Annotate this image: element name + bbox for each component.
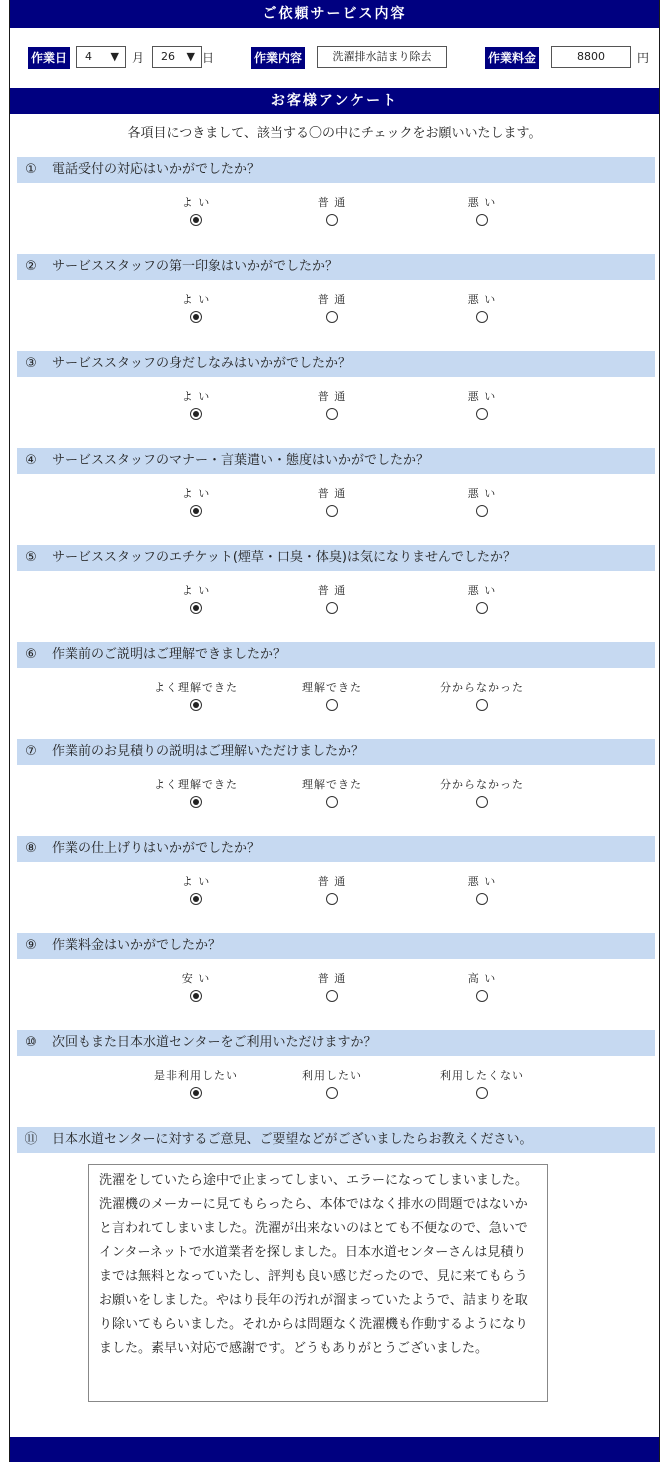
question-header <box>17 545 655 571</box>
answer-option[interactable] <box>136 680 256 715</box>
question-number: ① <box>25 162 37 177</box>
option-label: 分からなかった <box>440 778 524 791</box>
question-header <box>17 448 655 474</box>
option-label: 是非利用したい <box>154 1069 238 1082</box>
day-unit: 日 <box>202 51 215 65</box>
option-label: 悪 い <box>467 293 497 306</box>
answer-option[interactable] <box>272 195 392 230</box>
answer-option[interactable] <box>136 389 256 424</box>
question-text: サービススタッフの身だしなみはいかがでしたか？ <box>52 356 352 371</box>
radio-button[interactable] <box>326 311 338 323</box>
survey-question <box>17 254 655 306</box>
answer-option[interactable] <box>272 486 392 521</box>
fee-field[interactable]: 8800 <box>551 46 631 68</box>
option-label: よ い <box>181 584 211 597</box>
radio-button[interactable] <box>476 1087 488 1099</box>
answer-option[interactable] <box>272 389 392 424</box>
option-label: 悪 い <box>467 196 497 209</box>
question-text: 作業前のお見積りの説明はご理解いただけましたか？ <box>52 744 365 759</box>
option-label: 高 い <box>467 972 497 985</box>
day-value: 26 <box>161 50 175 63</box>
chevron-down-icon: ▼ <box>110 50 119 63</box>
option-label: 普 通 <box>317 487 347 500</box>
radio-button[interactable] <box>326 893 338 905</box>
fee-label: 作業料金 <box>485 47 539 69</box>
answer-option[interactable] <box>272 583 392 618</box>
radio-button[interactable] <box>326 214 338 226</box>
radio-button[interactable] <box>190 311 202 323</box>
radio-button[interactable] <box>476 893 488 905</box>
radio-button[interactable] <box>326 699 338 711</box>
radio-button[interactable] <box>476 990 488 1002</box>
option-label: 普 通 <box>317 584 347 597</box>
answer-option[interactable] <box>422 292 542 327</box>
answer-option[interactable] <box>272 777 392 812</box>
answer-option[interactable] <box>272 680 392 715</box>
option-label: 理解できた <box>302 681 362 694</box>
option-label: よ い <box>181 390 211 403</box>
option-label: 普 通 <box>317 196 347 209</box>
radio-button[interactable] <box>326 1087 338 1099</box>
radio-button[interactable] <box>190 505 202 517</box>
radio-button[interactable] <box>476 408 488 420</box>
option-label: 安 い <box>181 972 211 985</box>
answer-option[interactable] <box>422 874 542 909</box>
question-number: ⑨ <box>25 938 37 953</box>
question-header <box>17 351 655 377</box>
chevron-down-icon: ▼ <box>186 50 195 63</box>
fee-unit: 円 <box>637 51 650 65</box>
comment-question <box>17 1127 655 1153</box>
answer-option[interactable] <box>136 1068 256 1103</box>
comment-textarea[interactable]: 洗濯をしていたら途中で止まってしまい、エラーになってしまいました。洗濯機のメーカーに見てもらったら、本体ではなく排水の問題ではないかと言われてしまいました。洗濯が出来ないのはとても不便なので、急いでインターネットで水道業者を探しました。日本水道センターさんは見積りまでは無料となっていたし、評判も良い感じだったので、見に来てもらうお願いをしました。やはり長年の汚れが溜まっていたようで、詰まりを取り除いてもらいました。それからは問題なく洗濯機も作動するようになりました。素早い対応で感謝です。どうもありがとうございました。 <box>88 1164 548 1402</box>
answer-option[interactable] <box>422 389 542 424</box>
radio-button[interactable] <box>190 214 202 226</box>
question-header <box>17 157 655 183</box>
radio-button[interactable] <box>476 311 488 323</box>
option-label: よ い <box>181 196 211 209</box>
service-header: ご依頼サービス内容 <box>10 0 659 28</box>
survey-question <box>17 351 655 403</box>
question-header <box>17 933 655 959</box>
radio-button[interactable] <box>476 214 488 226</box>
answer-option[interactable] <box>422 195 542 230</box>
question-number: ③ <box>25 356 37 371</box>
answer-option[interactable] <box>136 971 256 1006</box>
radio-button[interactable] <box>476 796 488 808</box>
question-text: サービススタッフのマナー・言葉遣い・態度はいかがでしたか？ <box>52 453 430 468</box>
month-unit: 月 <box>132 51 145 65</box>
answer-option[interactable] <box>422 486 542 521</box>
option-label: よ い <box>181 875 211 888</box>
survey-question <box>17 1030 655 1082</box>
answer-option[interactable] <box>422 680 542 715</box>
radio-button[interactable] <box>190 1087 202 1099</box>
question-text: サービススタッフの第一印象はいかがでしたか？ <box>52 259 339 274</box>
radio-button[interactable] <box>190 796 202 808</box>
question-number: ⑧ <box>25 841 37 856</box>
option-label: 利用したい <box>302 1069 362 1082</box>
question-text: 日本水道センターに対するご意見、ご要望などがございましたらお教えください。 <box>52 1132 533 1147</box>
survey-instruction: 各項目につきまして、該当する〇の中にチェックをお願いいたします。 <box>127 126 542 141</box>
footer-bar <box>10 1437 659 1462</box>
option-label: 悪 い <box>467 390 497 403</box>
answer-option[interactable] <box>272 1068 392 1103</box>
answer-option[interactable] <box>422 1068 542 1103</box>
answer-option[interactable] <box>272 971 392 1006</box>
work-content-field[interactable]: 洗濯排水詰まり除去 <box>317 46 447 68</box>
option-label: 悪 い <box>467 584 497 597</box>
survey-page <box>9 0 660 1462</box>
option-label: 悪 い <box>467 875 497 888</box>
question-number: ⑦ <box>25 744 37 759</box>
question-number: ④ <box>25 453 37 468</box>
answer-option[interactable] <box>136 195 256 230</box>
question-number: ⑤ <box>25 550 37 565</box>
month-value: 4 <box>85 50 92 63</box>
answer-option[interactable] <box>136 486 256 521</box>
answer-option[interactable] <box>422 583 542 618</box>
radio-button[interactable] <box>190 408 202 420</box>
radio-button[interactable] <box>190 699 202 711</box>
radio-button[interactable] <box>326 990 338 1002</box>
survey-question <box>17 448 655 500</box>
radio-button[interactable] <box>326 408 338 420</box>
option-label: よ い <box>181 487 211 500</box>
month-select[interactable] <box>76 46 126 68</box>
radio-button[interactable] <box>326 796 338 808</box>
option-label: 理解できた <box>302 778 362 791</box>
radio-button[interactable] <box>476 699 488 711</box>
option-label: 普 通 <box>317 293 347 306</box>
question-header <box>17 254 655 280</box>
question-header <box>17 642 655 668</box>
radio-button[interactable] <box>476 505 488 517</box>
question-number: ⑪ <box>24 1132 38 1147</box>
question-header <box>17 836 655 862</box>
question-number: ⑥ <box>25 647 37 662</box>
survey-question <box>17 836 655 888</box>
option-label: よく理解できた <box>154 778 238 791</box>
question-number: ⑩ <box>25 1035 37 1050</box>
radio-button[interactable] <box>190 893 202 905</box>
option-label: よく理解できた <box>154 681 238 694</box>
survey-question <box>17 933 655 985</box>
answer-option[interactable] <box>136 874 256 909</box>
answer-option[interactable] <box>422 777 542 812</box>
survey-question <box>17 739 655 791</box>
work-label: 作業内容 <box>251 47 305 69</box>
question-text: 作業の仕上げりはいかがでしたか？ <box>52 841 261 856</box>
survey-header: お客様アンケート <box>10 88 659 114</box>
service-details-row <box>10 30 659 82</box>
answer-option[interactable] <box>272 874 392 909</box>
answer-option[interactable] <box>136 583 256 618</box>
option-label: 普 通 <box>317 390 347 403</box>
option-label: 分からなかった <box>440 681 524 694</box>
survey-question <box>17 545 655 597</box>
radio-button[interactable] <box>326 505 338 517</box>
option-label: よ い <box>181 293 211 306</box>
radio-button[interactable] <box>190 602 202 614</box>
radio-button[interactable] <box>326 602 338 614</box>
question-number: ② <box>25 259 37 274</box>
answer-option[interactable] <box>272 292 392 327</box>
question-text: サービススタッフのエチケット(煙草・口臭・体臭)は気になりませんでしたか？ <box>52 550 516 565</box>
day-select[interactable] <box>152 46 202 68</box>
question-text: 作業料金はいかがでしたか？ <box>52 938 222 953</box>
answer-option[interactable] <box>136 292 256 327</box>
question-header <box>17 1030 655 1056</box>
question-header <box>17 739 655 765</box>
answer-option[interactable] <box>136 777 256 812</box>
option-label: 利用したくない <box>440 1069 524 1082</box>
question-text: 作業前のご説明はご理解できましたか？ <box>52 647 287 662</box>
survey-question <box>17 157 655 209</box>
option-label: 悪 い <box>467 487 497 500</box>
radio-button[interactable] <box>476 602 488 614</box>
question-text: 電話受付の対応はいかがでしたか？ <box>52 162 261 177</box>
option-label: 普 通 <box>317 972 347 985</box>
survey-question <box>17 642 655 694</box>
date-label: 作業日 <box>28 47 70 69</box>
option-label: 普 通 <box>317 875 347 888</box>
radio-button[interactable] <box>190 990 202 1002</box>
question-text: 次回もまた日本水道センターをご利用いただけますか？ <box>52 1035 377 1050</box>
answer-option[interactable] <box>422 971 542 1006</box>
